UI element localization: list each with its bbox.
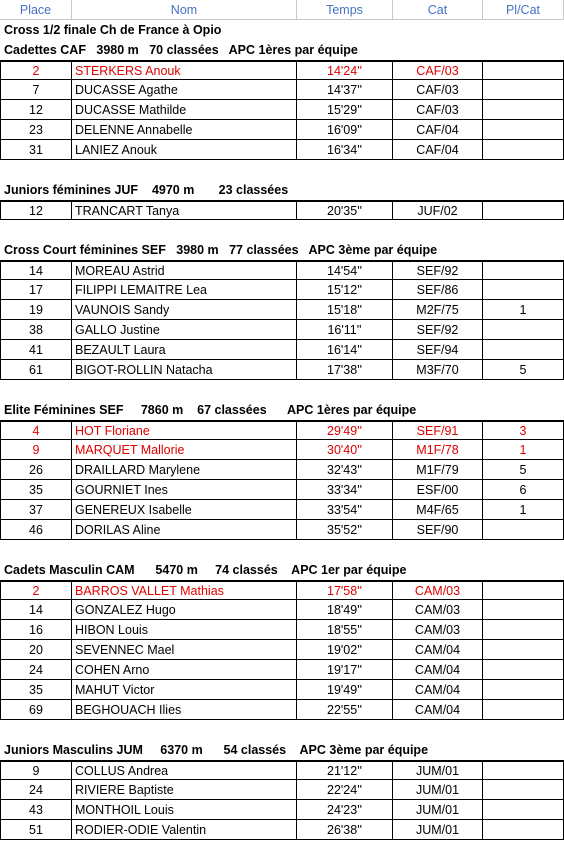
category-cell[interactable]: M1F/78 <box>393 440 483 460</box>
category-rank-cell[interactable] <box>483 680 564 700</box>
name-cell[interactable]: COHEN Arno <box>72 660 297 680</box>
table-row[interactable] <box>0 640 564 660</box>
time-cell[interactable]: 14'37'' <box>297 80 393 100</box>
place-cell[interactable]: 19 <box>0 300 72 320</box>
category-rank-cell[interactable] <box>483 80 564 100</box>
place-cell[interactable]: 20 <box>0 640 72 660</box>
category-cell[interactable]: CAM/04 <box>393 660 483 680</box>
category-rank-cell[interactable] <box>483 640 564 660</box>
table-row[interactable] <box>0 100 564 120</box>
category-rank-cell[interactable] <box>483 580 564 600</box>
category-cell[interactable]: SEF/92 <box>393 320 483 340</box>
table-row[interactable] <box>0 680 564 700</box>
category-rank-cell[interactable] <box>483 120 564 140</box>
place-cell[interactable]: 14 <box>0 600 72 620</box>
place-cell[interactable]: 12 <box>0 200 72 220</box>
category-cell[interactable]: SEF/91 <box>393 420 483 440</box>
results-table <box>0 580 564 720</box>
category-cell[interactable]: SEF/86 <box>393 280 483 300</box>
category-rank-cell[interactable]: 1 <box>483 500 564 520</box>
table-row[interactable] <box>0 340 564 360</box>
time-cell[interactable]: 19'02'' <box>297 640 393 660</box>
name-cell[interactable]: HOT Floriane <box>72 420 297 440</box>
place-cell[interactable]: 9 <box>0 760 72 780</box>
category-cell[interactable]: JUM/01 <box>393 800 483 820</box>
time-cell[interactable]: 15'29'' <box>297 100 393 120</box>
time-cell[interactable]: 22'55'' <box>297 700 393 720</box>
category-rank-cell[interactable] <box>483 200 564 220</box>
name-cell[interactable]: MONTHOIL Louis <box>72 800 297 820</box>
place-cell[interactable]: 35 <box>0 480 72 500</box>
section-spacer <box>0 160 564 180</box>
time-cell[interactable]: 29'49'' <box>297 420 393 440</box>
header-cat[interactable]: Cat <box>393 0 483 20</box>
table-row[interactable] <box>0 500 564 520</box>
category-cell[interactable]: SEF/90 <box>393 520 483 540</box>
category-rank-cell[interactable] <box>483 760 564 780</box>
table-row[interactable] <box>0 200 564 220</box>
table-row[interactable] <box>0 780 564 800</box>
place-cell[interactable]: 69 <box>0 700 72 720</box>
category-cell[interactable]: M3F/70 <box>393 360 483 380</box>
name-cell[interactable]: COLLUS Andrea <box>72 760 297 780</box>
category-cell[interactable]: CAF/03 <box>393 100 483 120</box>
results-table <box>0 200 564 220</box>
category-rank-cell[interactable] <box>483 140 564 160</box>
category-cell[interactable]: JUM/01 <box>393 780 483 800</box>
category-cell[interactable]: JUM/01 <box>393 820 483 840</box>
category-cell[interactable]: M1F/79 <box>393 460 483 480</box>
time-cell[interactable]: 24'23'' <box>297 800 393 820</box>
section-spacer <box>0 220 564 240</box>
name-cell[interactable]: BIGOT-ROLLIN Natacha <box>72 360 297 380</box>
place-cell[interactable]: 26 <box>0 460 72 480</box>
time-cell[interactable]: 35'52'' <box>297 520 393 540</box>
category-cell[interactable]: SEF/94 <box>393 340 483 360</box>
time-cell[interactable]: 17'38'' <box>297 360 393 380</box>
category-rank-cell[interactable] <box>483 60 564 80</box>
results-table <box>0 760 564 840</box>
time-cell[interactable]: 16'09'' <box>297 120 393 140</box>
results-table <box>0 260 564 380</box>
time-cell[interactable]: 14'54'' <box>297 260 393 280</box>
table-row[interactable] <box>0 320 564 340</box>
name-cell[interactable]: MAHUT Victor <box>72 680 297 700</box>
category-cell[interactable]: CAM/03 <box>393 620 483 640</box>
header-temps[interactable]: Temps <box>297 0 393 20</box>
table-row[interactable] <box>0 300 564 320</box>
time-cell[interactable]: 21'12'' <box>297 760 393 780</box>
table-row[interactable] <box>0 280 564 300</box>
name-cell[interactable]: BEZAULT Laura <box>72 340 297 360</box>
time-cell[interactable]: 30'40'' <box>297 440 393 460</box>
place-cell[interactable]: 31 <box>0 140 72 160</box>
sections-container <box>0 40 564 840</box>
category-cell[interactable]: JUF/02 <box>393 200 483 220</box>
time-cell[interactable]: 20'35'' <box>297 200 393 220</box>
name-cell[interactable]: RODIER-ODIE Valentin <box>72 820 297 840</box>
section-heading: Cadettes CAF 3980 m 70 classées APC 1ères par équipe <box>4 43 358 57</box>
time-cell[interactable]: 16'11'' <box>297 320 393 340</box>
table-row[interactable] <box>0 800 564 820</box>
time-cell[interactable]: 15'12'' <box>297 280 393 300</box>
time-cell[interactable]: 32'43'' <box>297 460 393 480</box>
table-row[interactable] <box>0 460 564 480</box>
table-row[interactable] <box>0 760 564 780</box>
category-cell[interactable]: M2F/75 <box>393 300 483 320</box>
category-rank-cell[interactable] <box>483 700 564 720</box>
name-cell[interactable]: STERKERS Anouk <box>72 60 297 80</box>
category-rank-cell[interactable] <box>483 520 564 540</box>
section-spacer <box>0 720 564 740</box>
results-table <box>0 420 564 540</box>
time-cell[interactable]: 18'55'' <box>297 620 393 640</box>
place-cell[interactable]: 24 <box>0 660 72 680</box>
category-rank-cell[interactable] <box>483 820 564 840</box>
time-cell[interactable]: 14'24'' <box>297 60 393 80</box>
category-rank-cell[interactable] <box>483 800 564 820</box>
category-rank-cell[interactable]: 6 <box>483 480 564 500</box>
category-cell[interactable]: JUM/01 <box>393 760 483 780</box>
time-cell[interactable]: 19'17'' <box>297 660 393 680</box>
place-cell[interactable]: 23 <box>0 120 72 140</box>
place-cell[interactable]: 24 <box>0 780 72 800</box>
category-rank-cell[interactable] <box>483 260 564 280</box>
category-rank-cell[interactable]: 5 <box>483 360 564 380</box>
category-rank-cell[interactable] <box>483 780 564 800</box>
place-cell[interactable]: 61 <box>0 360 72 380</box>
time-cell[interactable]: 15'18'' <box>297 300 393 320</box>
name-cell[interactable]: TRANCART Tanya <box>72 200 297 220</box>
category-cell[interactable]: ESF/00 <box>393 480 483 500</box>
time-cell[interactable]: 16'14'' <box>297 340 393 360</box>
category-rank-cell[interactable] <box>483 280 564 300</box>
name-cell[interactable]: GENEREUX Isabelle <box>72 500 297 520</box>
place-cell[interactable]: 9 <box>0 440 72 460</box>
category-rank-cell[interactable]: 1 <box>483 300 564 320</box>
name-cell[interactable]: BARROS VALLET Mathias <box>72 580 297 600</box>
place-cell[interactable]: 51 <box>0 820 72 840</box>
time-cell[interactable]: 33'34'' <box>297 480 393 500</box>
category-cell[interactable]: CAF/03 <box>393 60 483 80</box>
table-row[interactable] <box>0 600 564 620</box>
name-cell[interactable]: DORILAS Aline <box>72 520 297 540</box>
place-cell[interactable]: 46 <box>0 520 72 540</box>
time-cell[interactable]: 33'54'' <box>297 500 393 520</box>
category-rank-cell[interactable] <box>483 100 564 120</box>
table-row[interactable] <box>0 620 564 640</box>
table-row[interactable] <box>0 140 564 160</box>
table-row[interactable] <box>0 520 564 540</box>
header-plcat[interactable]: Pl/Cat <box>483 0 564 20</box>
category-cell[interactable]: CAM/03 <box>393 600 483 620</box>
name-cell[interactable]: MARQUET Mallorie <box>72 440 297 460</box>
section-heading: Juniors féminines JUF 4970 m 23 classées <box>4 183 289 197</box>
table-row[interactable] <box>0 660 564 680</box>
time-cell[interactable]: 19'49'' <box>297 680 393 700</box>
category-rank-cell[interactable]: 1 <box>483 440 564 460</box>
table-row[interactable] <box>0 700 564 720</box>
category-cell[interactable]: CAM/04 <box>393 640 483 660</box>
time-cell[interactable]: 17'58'' <box>297 580 393 600</box>
header-place[interactable]: Place <box>0 0 72 20</box>
place-cell[interactable]: 2 <box>0 60 72 80</box>
section-spacer <box>0 380 564 400</box>
place-cell[interactable]: 37 <box>0 500 72 520</box>
place-cell[interactable]: 2 <box>0 580 72 600</box>
place-cell[interactable]: 14 <box>0 260 72 280</box>
name-cell[interactable]: RIVIERE Baptiste <box>72 780 297 800</box>
name-cell[interactable]: HIBON Louis <box>72 620 297 640</box>
category-cell[interactable]: CAF/04 <box>393 140 483 160</box>
place-cell[interactable]: 35 <box>0 680 72 700</box>
table-row[interactable] <box>0 360 564 380</box>
category-rank-cell[interactable] <box>483 620 564 640</box>
table-row[interactable] <box>0 440 564 460</box>
name-cell[interactable]: LANIEZ Anouk <box>72 140 297 160</box>
name-cell[interactable]: DUCASSE Mathilde <box>72 100 297 120</box>
category-rank-cell[interactable] <box>483 340 564 360</box>
category-cell[interactable]: SEF/92 <box>393 260 483 280</box>
category-cell[interactable]: M4F/65 <box>393 500 483 520</box>
name-cell[interactable]: GOURNIET Ines <box>72 480 297 500</box>
time-cell[interactable]: 18'49'' <box>297 600 393 620</box>
table-row[interactable] <box>0 820 564 840</box>
name-cell[interactable]: GONZALEZ Hugo <box>72 600 297 620</box>
place-cell[interactable]: 7 <box>0 80 72 100</box>
category-rank-cell[interactable]: 5 <box>483 460 564 480</box>
place-cell[interactable]: 38 <box>0 320 72 340</box>
section-spacer <box>0 540 564 560</box>
name-cell[interactable]: DELENNE Annabelle <box>72 120 297 140</box>
category-rank-cell[interactable] <box>483 660 564 680</box>
category-cell[interactable]: CAM/03 <box>393 580 483 600</box>
place-cell[interactable]: 43 <box>0 800 72 820</box>
name-cell[interactable]: DUCASSE Agathe <box>72 80 297 100</box>
place-cell[interactable]: 12 <box>0 100 72 120</box>
table-row[interactable] <box>0 60 564 80</box>
section-heading: Elite Féminines SEF 7860 m 67 classées APC 1ères par équipe <box>4 403 417 417</box>
page-title: Cross 1/2 finale Ch de France à Opio <box>4 23 222 37</box>
name-cell[interactable]: GALLO Justine <box>72 320 297 340</box>
section-heading: Juniors Masculins JUM 6370 m 54 classés APC 3ème par équipe <box>4 743 429 757</box>
category-cell[interactable]: CAF/03 <box>393 80 483 100</box>
time-cell[interactable]: 22'24'' <box>297 780 393 800</box>
table-row[interactable] <box>0 120 564 140</box>
section-heading: Cadets Masculin CAM 5470 m 74 classés APC 1er par équipe <box>4 563 407 577</box>
time-cell[interactable]: 16'34'' <box>297 140 393 160</box>
table-row[interactable] <box>0 260 564 280</box>
results-table <box>0 60 564 160</box>
name-cell[interactable]: SEVENNEC Mael <box>72 640 297 660</box>
name-cell[interactable]: BEGHOUACH Ilies <box>72 700 297 720</box>
place-cell[interactable]: 16 <box>0 620 72 640</box>
table-row[interactable] <box>0 580 564 600</box>
name-cell[interactable]: MOREAU Astrid <box>72 260 297 280</box>
column-header-row <box>0 0 564 20</box>
table-row[interactable] <box>0 480 564 500</box>
category-rank-cell[interactable] <box>483 320 564 340</box>
header-nom[interactable]: Nom <box>72 0 297 20</box>
name-cell[interactable]: DRAILLARD Marylene <box>72 460 297 480</box>
category-cell[interactable]: CAM/04 <box>393 700 483 720</box>
category-cell[interactable]: CAM/04 <box>393 680 483 700</box>
place-cell[interactable]: 17 <box>0 280 72 300</box>
section-heading: Cross Court féminines SEF 3980 m 77 classées APC 3ème par équipe <box>4 243 438 257</box>
table-row[interactable] <box>0 80 564 100</box>
place-cell[interactable]: 41 <box>0 340 72 360</box>
category-rank-cell[interactable]: 3 <box>483 420 564 440</box>
place-cell[interactable]: 4 <box>0 420 72 440</box>
category-rank-cell[interactable] <box>483 600 564 620</box>
table-row[interactable] <box>0 420 564 440</box>
name-cell[interactable]: FILIPPI LEMAITRE Lea <box>72 280 297 300</box>
category-cell[interactable]: CAF/04 <box>393 120 483 140</box>
time-cell[interactable]: 26'38'' <box>297 820 393 840</box>
name-cell[interactable]: VAUNOIS Sandy <box>72 300 297 320</box>
